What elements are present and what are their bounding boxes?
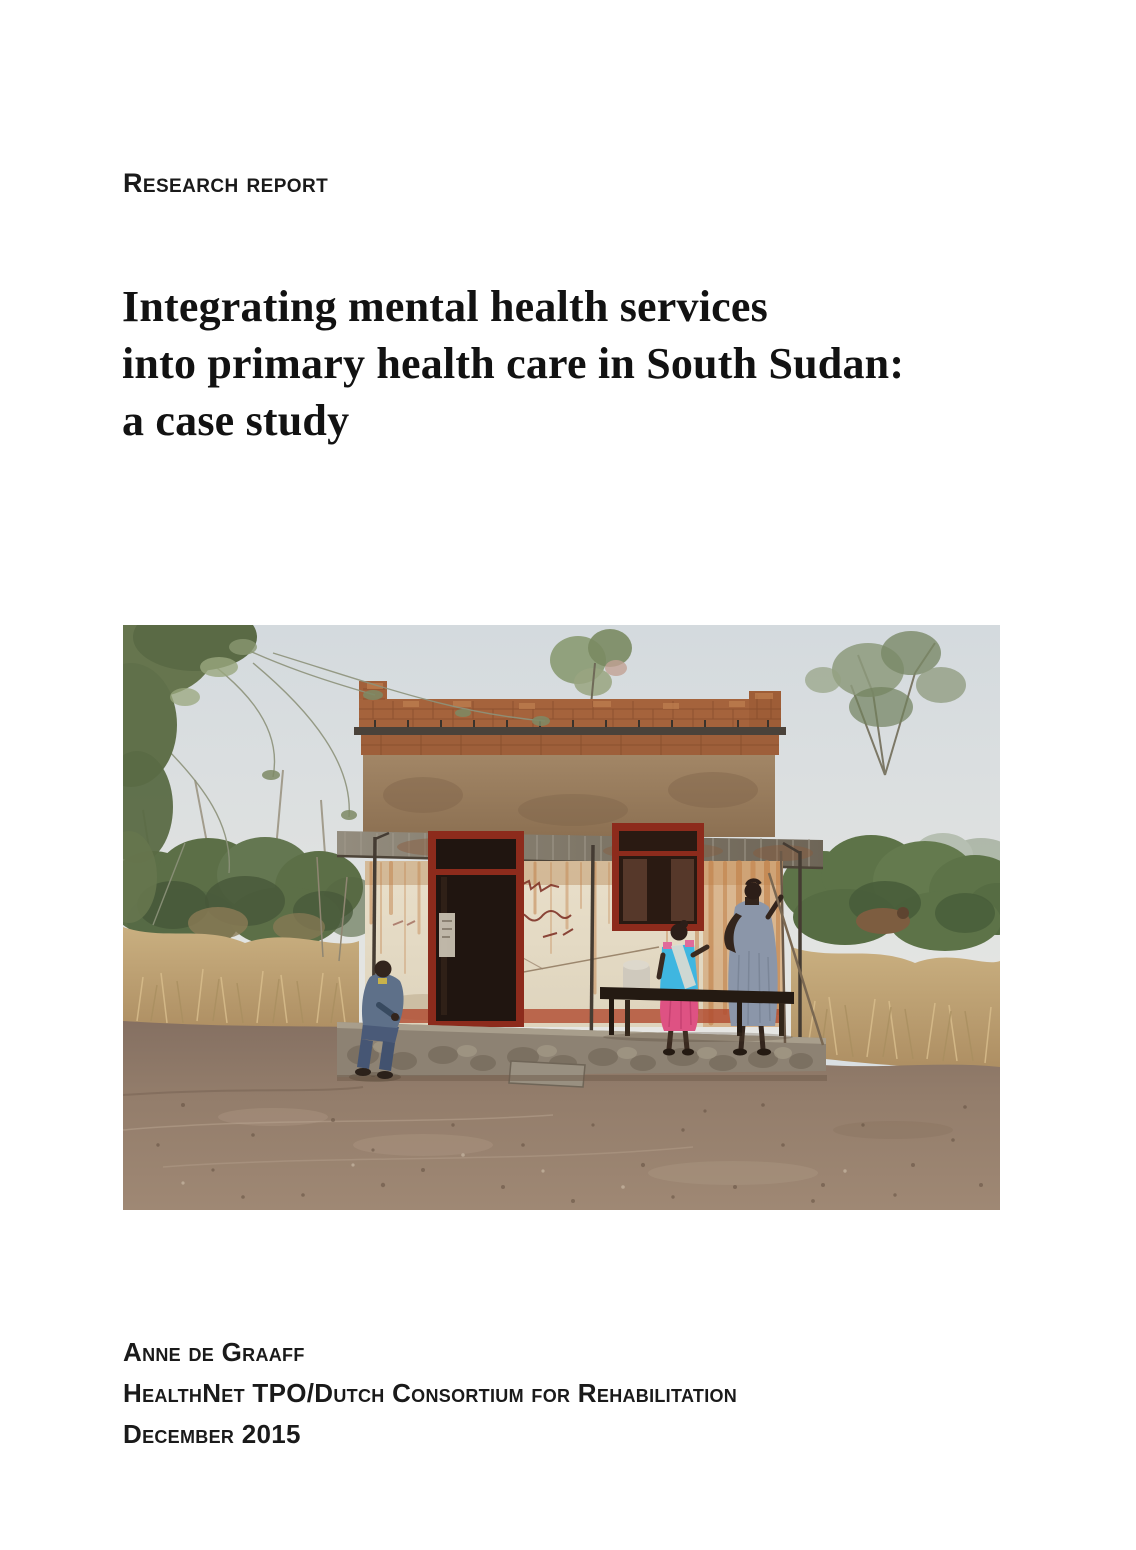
report-title [122, 278, 904, 449]
report-meta [123, 1332, 737, 1455]
cover-photo [123, 625, 1000, 1210]
title-line-3: a case study [122, 396, 350, 445]
author: Anne de Graaff [123, 1337, 305, 1367]
window [612, 823, 704, 931]
organization: HealthNet TPO/Dutch Consortium for Rehabilitation [123, 1378, 738, 1408]
title-line-2: into primary health care in South Sudan: [122, 339, 905, 388]
title-line-1: Integrating mental health services [122, 282, 768, 331]
publication-date: December 2015 [123, 1419, 301, 1449]
doorway [428, 831, 524, 1027]
cover-photo-illustration [123, 625, 1000, 1210]
report-type-label: Research report [123, 168, 329, 198]
